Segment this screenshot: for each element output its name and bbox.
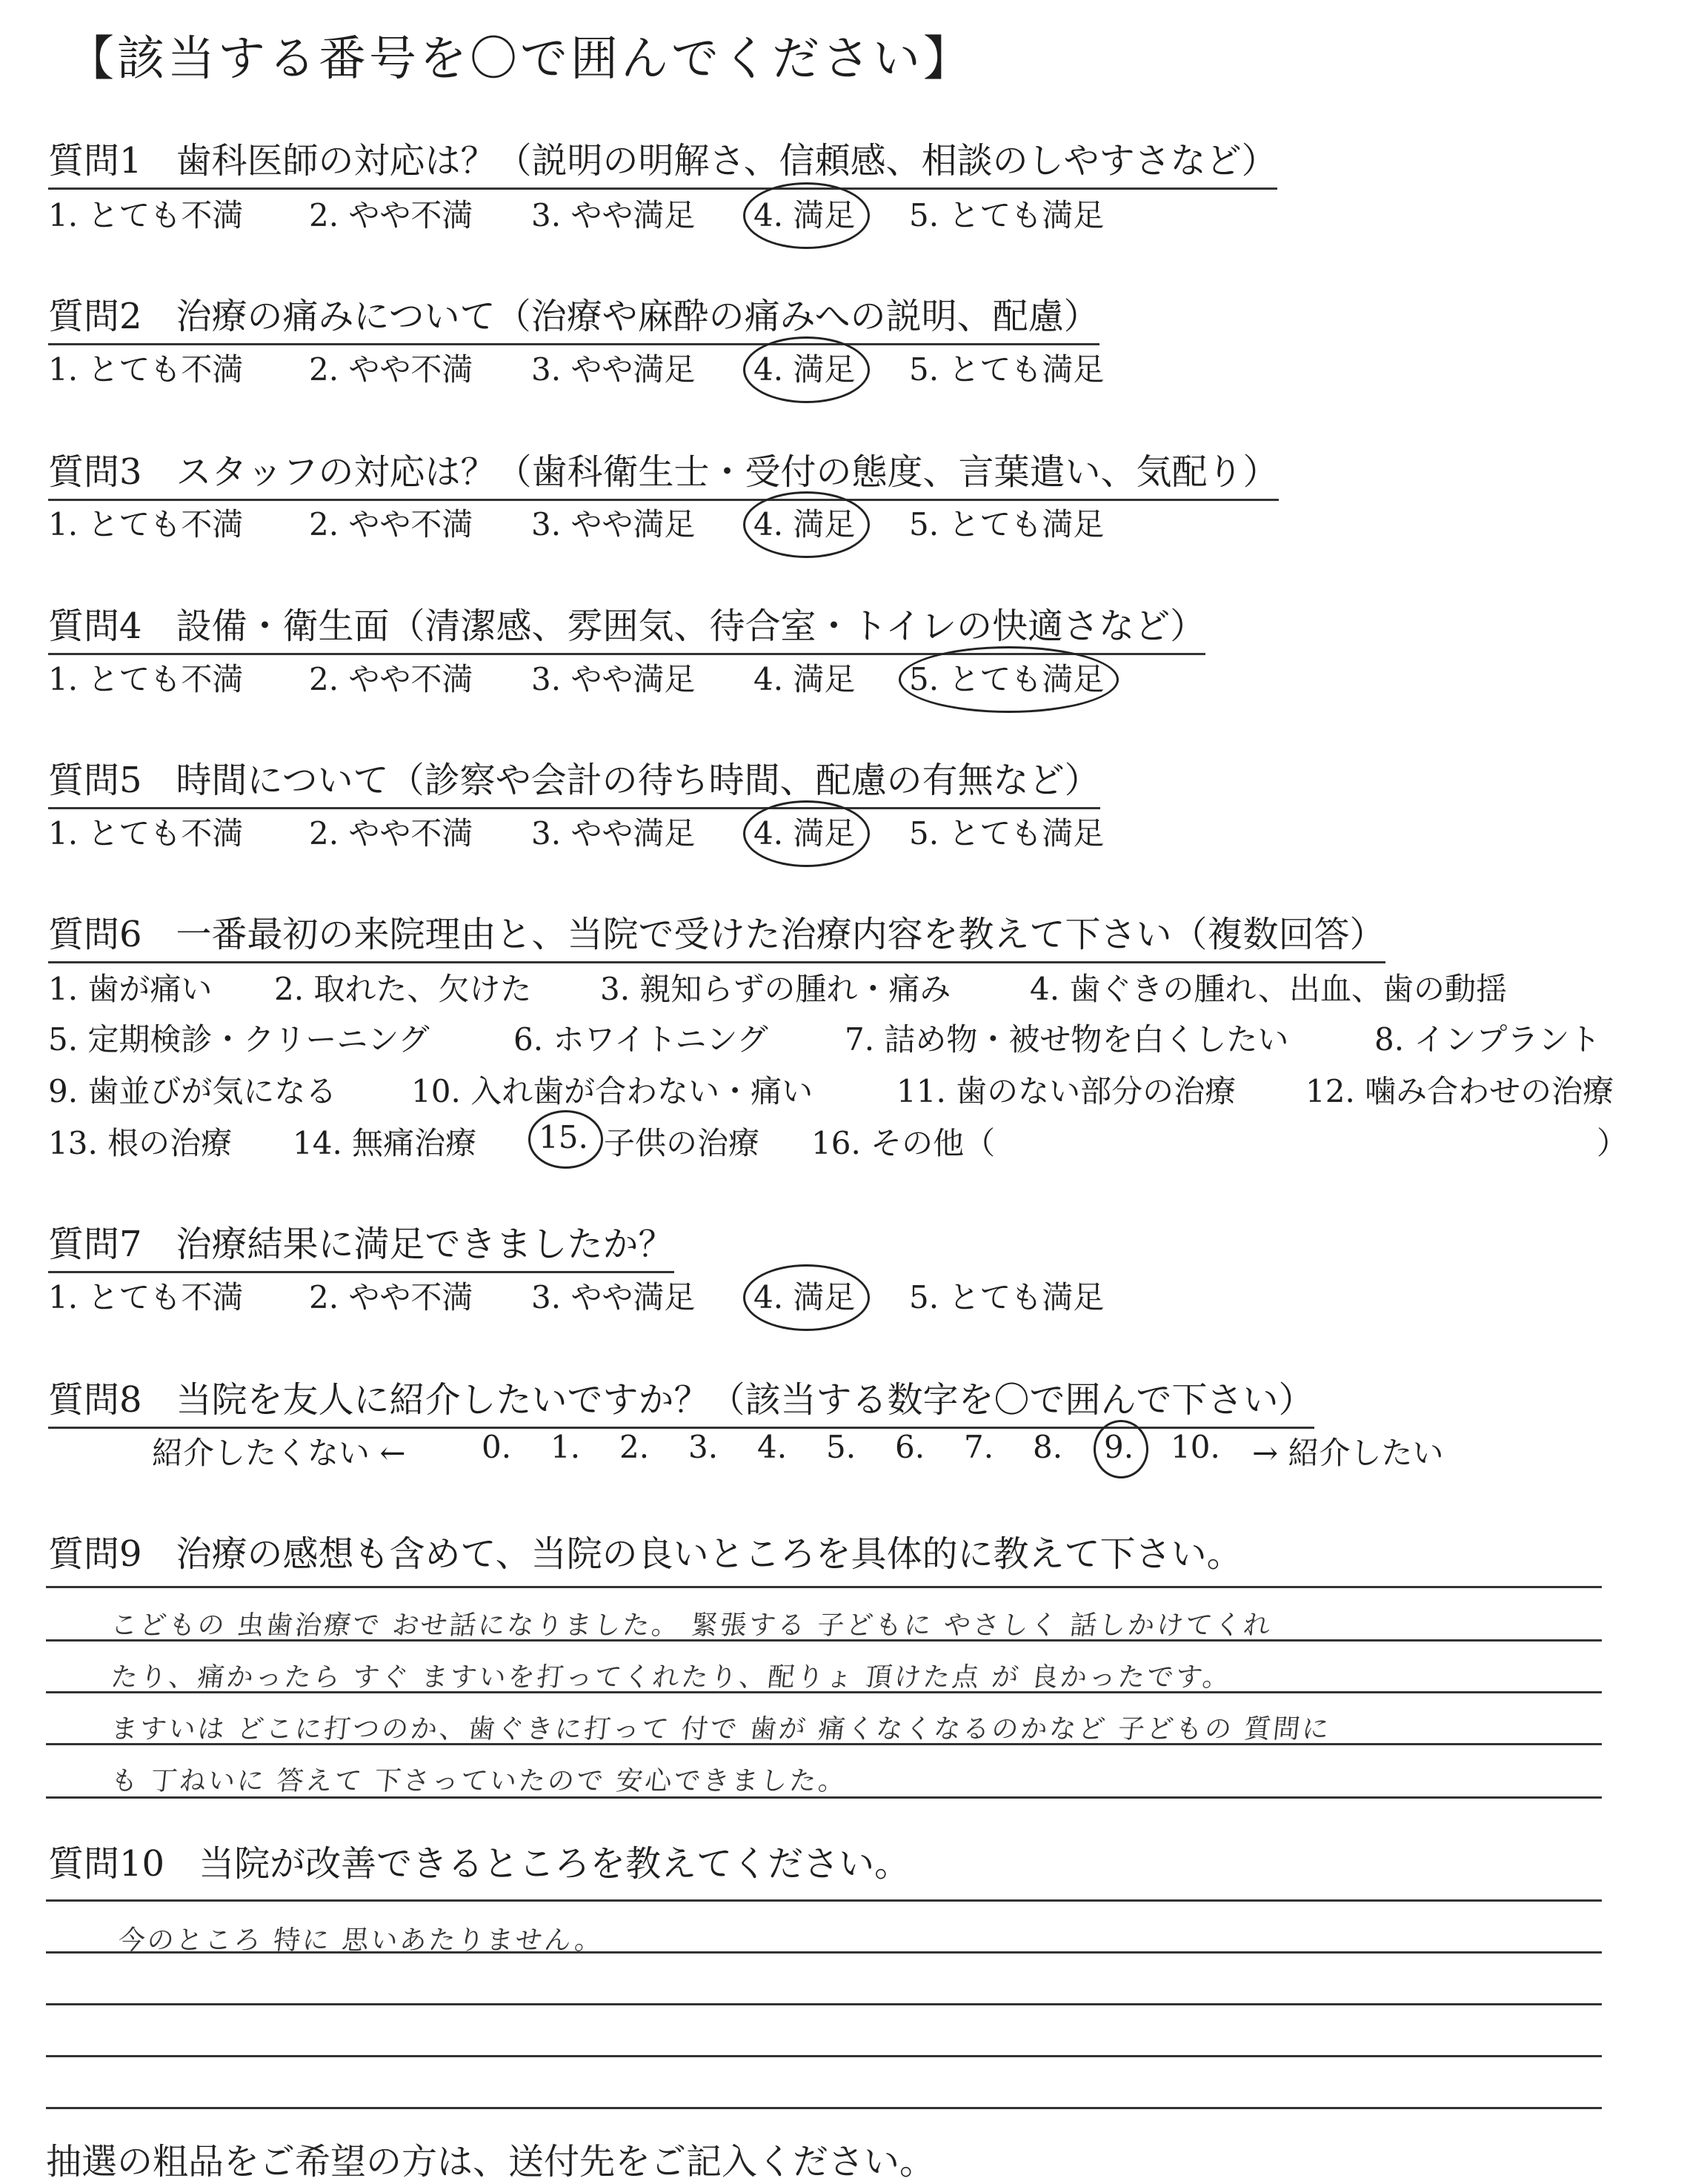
q4-option-5-selected[interactable]: 5. とても満足 <box>909 655 1104 700</box>
question-2-text: 治療の痛みについて（治療や麻酔の痛みへの説明、配慮） <box>176 296 1099 337</box>
question-3-title <box>48 443 1279 501</box>
question-3-label: 質問3 <box>48 451 142 493</box>
q1-option-4-selected[interactable]: 4. 満足 <box>753 191 855 236</box>
q2-option-3[interactable]: 3. やや満足 <box>531 351 696 388</box>
q4-option-3[interactable]: 3. やや満足 <box>531 661 696 697</box>
q9-handwritten-line-2: たり、痛かったら すぐ ますいを打ってくれたり、配りょ 頂けた点 が 良かったです。 <box>109 1662 1234 1693</box>
q6-option-15-selected[interactable]: 15. <box>539 1119 588 1155</box>
q10-answer-line-4 <box>46 2055 1602 2057</box>
q6-option-16-close: ） <box>1597 1125 1628 1161</box>
q6-option-1[interactable]: 1. 歯が痛い <box>48 971 213 1007</box>
q9-handwritten-line-3: ますいは どこに打つのか、歯ぐきに打って 付で 歯が 痛くなくなるのかなど 子どもの 質問に <box>109 1714 1333 1745</box>
question-5-text: 時間について（診察や会計の待ち時間、配慮の有無など） <box>176 760 1100 801</box>
q5-option-3[interactable]: 3. やや満足 <box>531 815 696 852</box>
q8-option-3[interactable]: 3. <box>688 1429 719 1465</box>
question-6-label: 質問6 <box>48 914 142 955</box>
q8-left-label: 紹介したくない ← <box>152 1435 406 1471</box>
question-8-label: 質問8 <box>48 1379 142 1421</box>
question-9-text: 治療の感想も含めて、当院の良いところを具体的に教えて下さい。 <box>176 1533 1242 1575</box>
q4-option-1[interactable]: 1. とても不満 <box>48 661 244 697</box>
q8-option-5[interactable]: 5. <box>826 1429 856 1465</box>
question-4-label: 質問4 <box>48 605 142 647</box>
q7-option-1[interactable]: 1. とても不満 <box>48 1279 244 1315</box>
q2-option-4-selected[interactable]: 4. 満足 <box>753 345 855 390</box>
q7-option-2[interactable]: 2. やや不満 <box>309 1279 473 1315</box>
q6-option-14[interactable]: 14. 無痛治療 <box>293 1125 477 1161</box>
q10-handwritten-line-1: 今のところ 特に 思いあたりません。 <box>116 1925 605 1956</box>
q2-option-1[interactable]: 1. とても不満 <box>48 351 244 388</box>
question-7-title <box>48 1215 674 1273</box>
q7-option-4-selected[interactable]: 4. 満足 <box>753 1273 855 1318</box>
question-1-label: 質問1 <box>48 140 142 182</box>
q5-option-1[interactable]: 1. とても不満 <box>48 815 244 852</box>
question-6-title <box>48 906 1385 963</box>
q3-option-5[interactable]: 5. とても満足 <box>909 506 1105 542</box>
q6-option-6[interactable]: 6. ホワイトニング <box>513 1021 768 1058</box>
q6-option-9[interactable]: 9. 歯並びが気になる <box>48 1073 337 1109</box>
q4-option-4[interactable]: 4. 満足 <box>753 661 856 697</box>
q6-option-2[interactable]: 2. 取れた、欠けた <box>274 971 532 1007</box>
question-6-text: 一番最初の来院理由と、当院で受けた治療内容を教えて下さい（複数回答） <box>176 914 1385 955</box>
q10-answer-line-5 <box>46 2107 1602 2109</box>
q6-option-5[interactable]: 5. 定期検診・クリーニング <box>48 1021 430 1058</box>
q6-option-8[interactable]: 8. インプラント <box>1374 1021 1601 1058</box>
q5-option-2[interactable]: 2. やや不満 <box>309 815 473 852</box>
q8-option-7[interactable]: 7. <box>964 1429 994 1465</box>
question-10-label: 質問10 <box>48 1843 165 1885</box>
question-8-text: 当院を友人に紹介したいですか？（該当する数字を〇で囲んで下さい） <box>176 1379 1314 1421</box>
q8-right-label: → 紹介したい <box>1252 1435 1444 1471</box>
q6-option-3[interactable]: 3. 親知らずの腫れ・痛み <box>600 971 951 1007</box>
q4-option-2[interactable]: 2. やや不満 <box>309 661 473 697</box>
q9-handwritten-line-1: こどもの 虫歯治療で おせ話になりました。 緊張する 子どもに やさしく 話しかけてくれ <box>109 1610 1274 1641</box>
question-1-title <box>48 132 1277 190</box>
question-4-text: 設備・衛生面（清潔感、雰囲気、待合室・トイレの快適さなど） <box>176 605 1206 647</box>
q9-answer-line-1 <box>46 1586 1602 1588</box>
question-3-text: スタッフの対応は？（歯科衛生士・受付の態度、言葉遣い、気配り） <box>176 451 1279 493</box>
q1-option-2[interactable]: 2. やや不満 <box>309 197 473 233</box>
question-9-label: 質問9 <box>48 1533 142 1575</box>
q6-option-4[interactable]: 4. 歯ぐきの腫れ、出血、歯の動揺 <box>1030 971 1507 1007</box>
q10-answer-line-3 <box>46 2003 1602 2005</box>
q8-option-0[interactable]: 0. <box>482 1429 512 1465</box>
question-5-title <box>48 751 1100 809</box>
q8-option-6[interactable]: 6. <box>895 1429 925 1465</box>
q1-option-3[interactable]: 3. やや満足 <box>531 197 696 233</box>
q8-option-10[interactable]: 10. <box>1171 1429 1220 1465</box>
q7-option-3[interactable]: 3. やや満足 <box>531 1279 696 1315</box>
question-2-label: 質問2 <box>48 296 142 337</box>
q3-option-1[interactable]: 1. とても不満 <box>48 506 244 542</box>
question-9-title <box>48 1525 1242 1581</box>
question-5-label: 質問5 <box>48 760 142 801</box>
question-2-title <box>48 288 1099 345</box>
q6-option-15-label: 子供の治療 <box>604 1125 760 1161</box>
q3-option-3[interactable]: 3. やや満足 <box>531 506 696 542</box>
q6-option-11[interactable]: 11. 歯のない部分の治療 <box>896 1073 1237 1109</box>
q6-option-10[interactable]: 10. 入れ歯が合わない・痛い <box>411 1073 813 1109</box>
q9-handwritten-line-4: も 丁ねいに 答えて 下さっていたので 安心できました。 <box>109 1766 849 1796</box>
q1-option-5[interactable]: 5. とても満足 <box>909 197 1105 233</box>
q2-option-2[interactable]: 2. やや不満 <box>309 351 473 388</box>
q8-option-1[interactable]: 1. <box>550 1429 581 1465</box>
page-header: 【該当する番号を〇で囲んでください】 <box>67 32 974 87</box>
q6-option-12[interactable]: 12. 噛み合わせの治療 <box>1305 1073 1614 1109</box>
q8-option-4[interactable]: 4. <box>757 1429 788 1465</box>
q6-option-13[interactable]: 13. 根の治療 <box>48 1125 233 1161</box>
q6-option-7[interactable]: 7. 詰め物・被せ物を白くしたい <box>845 1021 1289 1058</box>
footer-note: 抽選の粗品をご希望の方は、送付先をご記入ください。 <box>46 2141 936 2183</box>
q10-answer-line-1 <box>46 1899 1602 1902</box>
q7-option-5[interactable]: 5. とても満足 <box>909 1279 1105 1315</box>
question-7-label: 質問7 <box>48 1224 142 1265</box>
q8-option-8[interactable]: 8. <box>1033 1429 1063 1465</box>
q1-option-1[interactable]: 1. とても不満 <box>48 197 244 233</box>
q3-option-4-selected[interactable]: 4. 満足 <box>753 500 855 545</box>
question-1-text: 歯科医師の対応は？（説明の明解さ、信頼感、相談のしやすさなど） <box>176 140 1277 182</box>
q2-option-5[interactable]: 5. とても満足 <box>909 351 1105 388</box>
q5-option-4-selected[interactable]: 4. 満足 <box>753 809 855 854</box>
q5-option-5[interactable]: 5. とても満足 <box>909 815 1105 852</box>
q3-option-2[interactable]: 2. やや不満 <box>309 506 473 542</box>
question-10-title <box>48 1835 910 1891</box>
question-10-text: 当院が改善できるところを教えてください。 <box>199 1843 911 1885</box>
q8-option-2[interactable]: 2. <box>619 1429 650 1465</box>
q6-option-16[interactable]: 16. その他（ <box>811 1125 996 1161</box>
q8-option-9-selected[interactable]: 9. <box>1104 1429 1134 1465</box>
question-7-text: 治療結果に満足できましたか？ <box>176 1224 674 1265</box>
